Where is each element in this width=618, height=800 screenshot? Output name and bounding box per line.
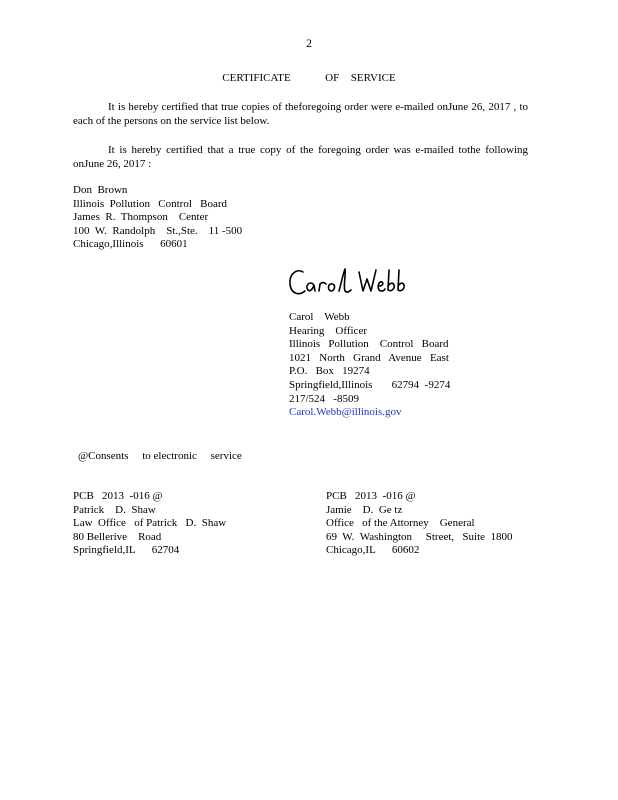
- service-line: Law Office of Patrick D. Shaw: [73, 517, 227, 530]
- service-line: Springfield,IL 62704: [73, 544, 180, 557]
- signer-line: P.O. Box 19274: [289, 365, 370, 378]
- recipient-line: Illinois Pollution Control Board: [73, 197, 228, 210]
- service-line: Chicago,IL 60602: [326, 544, 420, 557]
- signer-email-link[interactable]: Carol.Webb@illinois.gov: [289, 406, 402, 419]
- recipient-line: Don Brown: [73, 184, 128, 196]
- service-line: PCB 2013 -016 @: [73, 490, 163, 502]
- recipient-address-block: [73, 184, 242, 252]
- signer-line: Springfield,Illinois 62794 -9274: [289, 378, 451, 391]
- recipient-line: James R. Thompson Center: [73, 211, 209, 224]
- service-line: Office of the Attorney General: [326, 517, 475, 530]
- recipient-line: 100 W. Randolph St.,Ste. 11 -500: [73, 224, 243, 237]
- service-line: PCB 2013 -016 @: [326, 490, 416, 502]
- certification-paragraph-2: [73, 143, 528, 171]
- signer-block: [289, 311, 450, 420]
- signer-line: Hearing Officer: [289, 324, 367, 337]
- signer-line: Carol Webb: [289, 311, 350, 323]
- service-line: 80 Bellerive Road: [73, 530, 162, 543]
- page-number: 2: [306, 36, 312, 50]
- handwritten-signature: [287, 264, 417, 302]
- title-text: CERTIFICATE OF SERVICE: [222, 72, 396, 84]
- signer-line: Illinois Pollution Control Board: [289, 338, 449, 351]
- document-title: [0, 72, 618, 84]
- service-list-left: [73, 490, 226, 558]
- service-list-right: [326, 490, 513, 558]
- signer-line: 1021 North Grand Avenue East: [289, 351, 449, 364]
- certification-paragraph-1: [73, 100, 528, 128]
- paragraph-1-text: It is hereby certified that true copies of theforegoing order were e-mailed onJune 26, 2017 , to each of the persons on the service list below.: [73, 101, 528, 127]
- paragraph-2-text: It is hereby certified that a true copy of the foregoing order was e-mailed tothe following onJune 26, 2017 :: [73, 144, 528, 170]
- service-line: Patrick D. Shaw: [73, 503, 156, 516]
- service-line: 69 W. Washington Street, Suite 1800: [326, 530, 513, 543]
- consent-note: @Consents to electronic service: [78, 450, 242, 462]
- signer-line: 217/524 -8509: [289, 392, 359, 405]
- recipient-line: Chicago,Illinois 60601: [73, 238, 188, 251]
- service-line: Jamie D. Ge tz: [326, 503, 403, 516]
